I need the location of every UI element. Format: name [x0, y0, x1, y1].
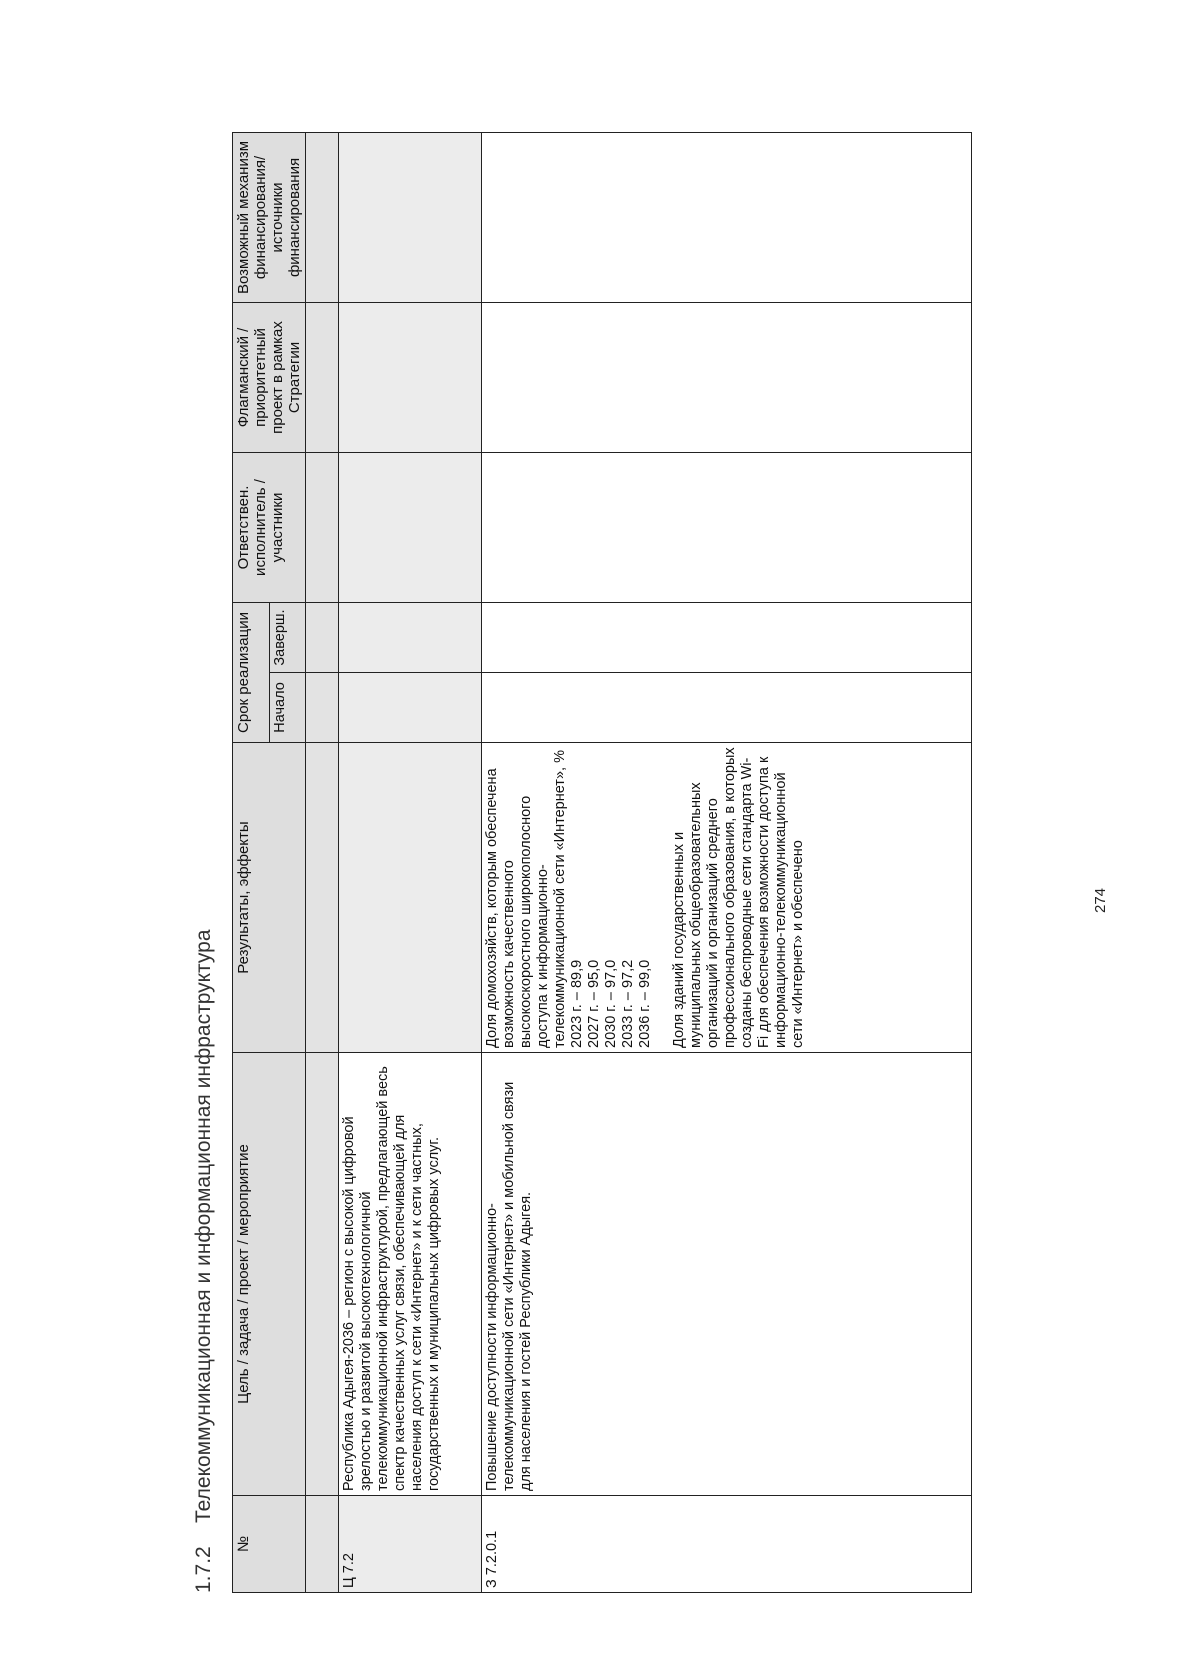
table-row	[482, 132, 972, 1592]
result-value: 2023 г. – 89,9	[569, 959, 585, 1048]
header-start: Начало	[269, 673, 306, 743]
table-row	[339, 132, 482, 1592]
section-title: Телекоммуникационная и информационная инфраструктура	[192, 929, 215, 1523]
section-heading	[192, 929, 216, 1593]
header-flagship: Флагманский / приоритетный проект в рамках Стратегии	[233, 302, 306, 452]
row-num: З 7.2.0.1	[482, 1496, 972, 1593]
result-value: 2030 г. – 97,0	[603, 959, 619, 1048]
header-band	[306, 132, 339, 1592]
header-goal: Цель / задача / проект / мероприятие	[233, 1053, 306, 1496]
section-number: 1.7.2	[192, 1546, 215, 1593]
strategy-table	[232, 132, 972, 1593]
row-results	[482, 743, 972, 1053]
result-value: 2036 г. – 99,0	[637, 959, 653, 1048]
row-goal: Повышение доступности информационно-телекоммуникационной сети «Интернет» и мобильной связи для населения и гостей Республики Адыгея.	[482, 1053, 972, 1496]
row-num: Ц 7.2	[339, 1496, 482, 1593]
header-financing: Возможный механизм финансирования/ источники финансирования	[233, 132, 306, 302]
result-indicator-2: Доля зданий государственных и муниципальных общеобразовательных организаций и организаций среднего профессионального образования, в которых созданы беспроводные сети стандарта Wi-Fi для обеспечения возможности доступа к информационно-телекоммуникационной сети «Интернет» и обеспечено	[671, 747, 806, 1048]
header-term: Срок реализации	[233, 602, 270, 742]
header-end: Заверш.	[269, 602, 306, 672]
page-number: 274	[1092, 887, 1109, 913]
rotated-page	[180, 133, 1140, 1593]
row-goal: Республика Адыгея-2036 – регион с высокой цифровой зрелостью и развитой высокотехнологичной телекоммуникационной инфраструктурой, предлагающей весь спектр качественных услуг связи, обеспечивающей для населения доступ к сети «Интернет» и к сети частных, государственных и муниципальных цифровых услуг.	[339, 1053, 482, 1496]
header-responsible: Ответствен. исполнитель / участники	[233, 452, 306, 602]
result-indicator: Доля домохозяйств, которым обеспечена возможность качественного высокоскоростного широкополосного доступа к информационно-телекоммуникационной сети «Интернет», %	[484, 750, 568, 1048]
header-results: Результаты, эффекты	[233, 743, 306, 1053]
header-num: №	[233, 1496, 306, 1593]
result-value: 2027 г. – 95,0	[586, 959, 602, 1048]
result-value: 2033 г. – 97,2	[620, 959, 636, 1048]
